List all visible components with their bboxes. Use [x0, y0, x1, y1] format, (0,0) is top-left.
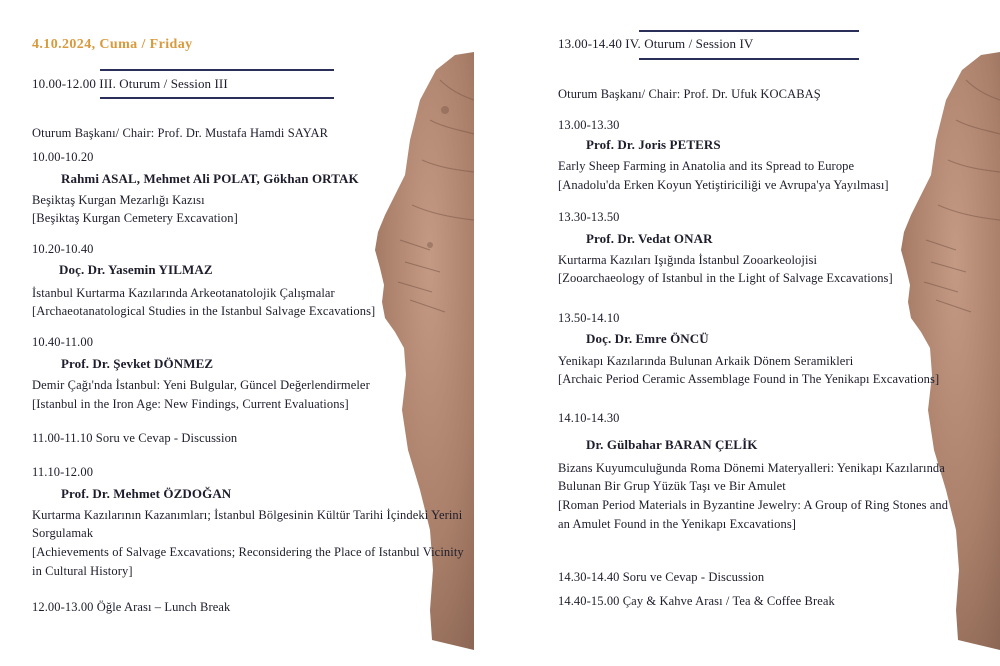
- talk-title-en-cont: an Amulet Found in the Yenikapı Excavations]: [558, 517, 797, 531]
- talk-time: 13.50-14.10: [558, 311, 620, 325]
- talk-title-tr-cont: Bulunan Bir Grup Yüzük Taşı ve Bir Amulet: [558, 479, 786, 493]
- talk-title-tr: Demir Çağı'nda İstanbul: Yeni Bulgular, Güncel Değerlendirmeler: [32, 378, 370, 392]
- talk-title-tr: Beşiktaş Kurgan Mezarlığı Kazısı: [32, 193, 205, 207]
- talk-speaker: Prof. Dr. Vedat ONAR: [586, 231, 713, 246]
- talk-title-tr: Bizans Kuyumculuğunda Roma Dönemi Materyalleri: Yenikapı Kazılarında: [558, 461, 945, 475]
- talk-time: 13.30-13.50: [558, 210, 620, 224]
- session-title: 10.00-12.00 III. Oturum / Session III: [32, 76, 228, 91]
- talk-time: 11.10-12.00: [32, 465, 94, 479]
- talk-title-tr: Kurtarma Kazılarının Kazanımları; İstanbul Bölgesinin Kültür Tarihi İçindeki Yerini: [32, 508, 463, 522]
- lunch-break: 12.00-13.00 Öğle Arası – Lunch Break: [32, 600, 231, 614]
- talk-time: 10.20-10.40: [32, 242, 94, 256]
- talk-title-tr: Kurtarma Kazıları Işığında İstanbul Zooarkeolojisi: [558, 253, 818, 267]
- talk-title-en-cont: in Cultural History]: [32, 564, 133, 578]
- talk-title: Early Sheep Farming in Anatolia and its Spread to Europe: [558, 159, 855, 173]
- session-rule-top: [639, 30, 859, 32]
- talk-speaker: Prof. Dr. Joris PETERS: [586, 137, 721, 152]
- talk-title-tr: İstanbul Kurtarma Kazılarında Arkeotanatolojik Çalışmalar: [32, 286, 335, 300]
- session-rule-top: [100, 69, 334, 71]
- session-rule-bottom: [100, 97, 334, 99]
- talk-time: 14.10-14.30: [558, 411, 620, 425]
- talk-speaker: Doç. Dr. Yasemin YILMAZ: [59, 262, 213, 277]
- session-chair: Oturum Başkanı/ Chair: Prof. Dr. Mustafa Hamdi SAYAR: [32, 126, 329, 140]
- discussion-slot: 14.30-14.40 Soru ve Cevap - Discussion: [558, 570, 765, 584]
- coffee-break: 14.40-15.00 Çay & Kahve Arası / Tea & Coffee Break: [558, 594, 835, 608]
- talk-title-en: [Zooarchaeology of Istanbul in the Light of Salvage Excavations]: [558, 271, 893, 285]
- discussion-slot: 11.00-11.10 Soru ve Cevap - Discussion: [32, 431, 238, 445]
- talk-title-en: [Archaeotanatological Studies in the Istanbul Salvage Excavations]: [32, 304, 376, 318]
- talk-title-tr-cont: Sorgulamak: [32, 526, 94, 540]
- talk-title-translation: [Anadolu'da Erken Koyun Yetiştiriciliği ve Avrupa'ya Yayılması]: [558, 178, 889, 192]
- talk-speaker: Rahmi ASAL, Mehmet Ali POLAT, Gökhan ORTAK: [61, 171, 359, 186]
- talk-speaker: Dr. Gülbahar BARAN ÇELİK: [586, 437, 758, 452]
- talk-time: 10.00-10.20: [32, 150, 94, 164]
- talk-speaker: Prof. Dr. Şevket DÖNMEZ: [61, 356, 214, 371]
- talk-title-en: [Beşiktaş Kurgan Cemetery Excavation]: [32, 211, 238, 225]
- session-title: 13.00-14.40 IV. Oturum / Session IV: [558, 36, 754, 51]
- talk-title-en: [Istanbul in the Iron Age: New Findings, Current Evaluations]: [32, 397, 349, 411]
- talk-title-en: [Achievements of Salvage Excavations; Reconsidering the Place of Istanbul Vicinity: [32, 545, 464, 559]
- session-rule-bottom: [639, 58, 859, 60]
- talk-speaker: Prof. Dr. Mehmet ÖZDOĞAN: [61, 486, 232, 501]
- talk-time: 10.40-11.00: [32, 335, 94, 349]
- talk-title-en: [Archaic Period Ceramic Assemblage Found in The Yenikapı Excavations]: [558, 372, 940, 386]
- session-chair: Oturum Başkanı/ Chair: Prof. Dr. Ufuk KOCABAŞ: [558, 87, 821, 101]
- talk-speaker: Doç. Dr. Emre ÖNCÜ: [586, 331, 709, 346]
- talk-time: 13.00-13.30: [558, 118, 620, 132]
- program-date: 4.10.2024, Cuma / Friday: [32, 37, 193, 52]
- talk-title-en: [Roman Period Materials in Byzantine Jewelry: A Group of Ring Stones and: [558, 498, 949, 512]
- talk-title-tr: Yenikapı Kazılarında Bulunan Arkaik Dönem Seramikleri: [558, 354, 854, 368]
- page-gutter: [474, 0, 526, 666]
